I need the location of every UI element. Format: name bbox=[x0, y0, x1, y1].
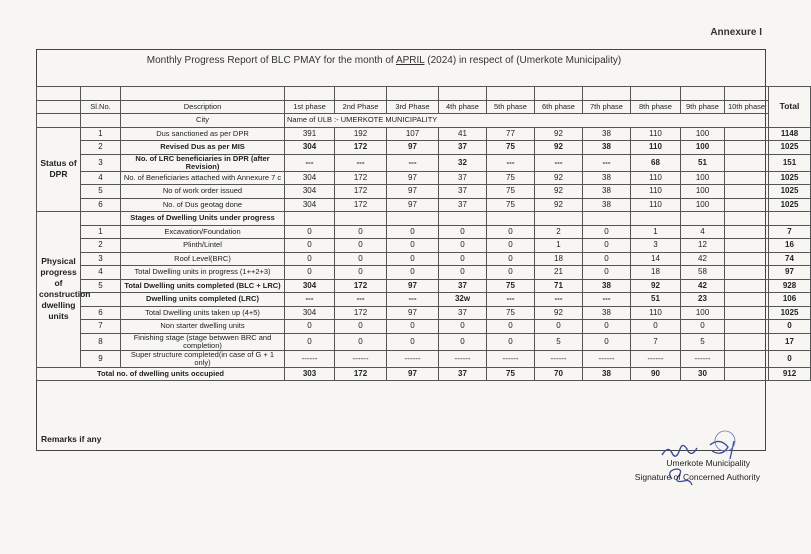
value-cell: 0 bbox=[631, 320, 681, 334]
footer-signature: Signature of Concerned Authority bbox=[634, 472, 760, 482]
blank-cell bbox=[285, 212, 335, 226]
value-cell: 32w bbox=[439, 293, 487, 307]
value-cell: 41 bbox=[439, 127, 487, 141]
value-cell: 92 bbox=[535, 185, 583, 199]
value-cell: 304 bbox=[285, 171, 335, 185]
value-cell: ------ bbox=[285, 350, 335, 367]
value-cell: ------ bbox=[535, 350, 583, 367]
value-cell: 32 bbox=[439, 154, 487, 171]
value-cell: 38 bbox=[583, 171, 631, 185]
row-description: Excavation/Foundation bbox=[121, 225, 285, 239]
value-cell: 0 bbox=[535, 320, 583, 334]
value-cell bbox=[725, 154, 769, 171]
value-cell: 304 bbox=[285, 185, 335, 199]
physical-row bbox=[37, 293, 811, 307]
value-cell bbox=[725, 171, 769, 185]
value-cell: 37 bbox=[439, 185, 487, 199]
phase-header-5: 5th phase bbox=[487, 100, 535, 114]
ulb-name: Name of ULB :- UMERKOTE MUNICIPALITY bbox=[285, 114, 769, 128]
value-cell: 51 bbox=[631, 293, 681, 307]
value-cell: 18 bbox=[535, 252, 583, 266]
value-cell: 172 bbox=[335, 141, 387, 155]
title-month: APRIL bbox=[395, 55, 425, 66]
value-cell: 0 bbox=[335, 225, 387, 239]
value-cell: --- bbox=[387, 154, 439, 171]
value-cell: 0 bbox=[285, 225, 335, 239]
value-cell: 110 bbox=[631, 185, 681, 199]
value-cell: 0 bbox=[487, 225, 535, 239]
value-cell: --- bbox=[487, 293, 535, 307]
value-cell: 172 bbox=[335, 185, 387, 199]
value-cell: 0 bbox=[487, 239, 535, 253]
blank-cell bbox=[769, 212, 811, 226]
phase-header-7: 7th phase bbox=[583, 100, 631, 114]
phase-header-2: 2nd Phase bbox=[335, 100, 387, 114]
value-cell: 0 bbox=[583, 225, 631, 239]
physical-row bbox=[37, 266, 811, 280]
value-cell: 0 bbox=[583, 239, 631, 253]
city-row bbox=[37, 114, 811, 128]
value-cell: ------ bbox=[631, 350, 681, 367]
value-cell: 100 bbox=[681, 198, 725, 212]
value-cell: 30 bbox=[681, 367, 725, 381]
value-cell: --- bbox=[487, 154, 535, 171]
value-cell: 38 bbox=[583, 279, 631, 293]
phase-header-8: 8th phase bbox=[631, 100, 681, 114]
row-slno: 7 bbox=[81, 320, 121, 334]
value-cell: 14 bbox=[631, 252, 681, 266]
phase-header-10: 10th phase bbox=[725, 100, 769, 114]
row-slno: 3 bbox=[81, 252, 121, 266]
physical-row bbox=[37, 225, 811, 239]
value-cell: 97 bbox=[387, 141, 439, 155]
value-cell: 3 bbox=[631, 239, 681, 253]
corner-cell bbox=[37, 87, 81, 101]
value-cell: 1 bbox=[535, 239, 583, 253]
row-description: Non starter dwelling units bbox=[121, 320, 285, 334]
value-cell: 0 bbox=[681, 320, 725, 334]
value-cell: 38 bbox=[583, 198, 631, 212]
value-cell: 0 bbox=[439, 252, 487, 266]
total-cell: 928 bbox=[769, 279, 811, 293]
row-slno: 4 bbox=[81, 171, 121, 185]
row-slno: 6 bbox=[81, 198, 121, 212]
value-cell: 0 bbox=[387, 239, 439, 253]
row-slno: 5 bbox=[81, 185, 121, 199]
value-cell: 42 bbox=[681, 279, 725, 293]
value-cell: 21 bbox=[535, 266, 583, 280]
value-cell: 37 bbox=[439, 306, 487, 320]
value-cell: 0 bbox=[335, 252, 387, 266]
value-cell: 110 bbox=[631, 141, 681, 155]
report-title bbox=[0, 55, 768, 66]
value-cell bbox=[725, 350, 769, 367]
total-cell: 17 bbox=[769, 333, 811, 350]
value-cell: 0 bbox=[335, 320, 387, 334]
total-cell: 1025 bbox=[769, 185, 811, 199]
row-slno: 9 bbox=[81, 350, 121, 367]
value-cell: ------ bbox=[681, 350, 725, 367]
value-cell: 100 bbox=[681, 127, 725, 141]
value-cell: 51 bbox=[681, 154, 725, 171]
value-cell bbox=[725, 198, 769, 212]
value-cell: --- bbox=[335, 293, 387, 307]
row-description: No of work order issued bbox=[121, 185, 285, 199]
row-slno: 5 bbox=[81, 279, 121, 293]
value-cell: 75 bbox=[487, 367, 535, 381]
city-label: City bbox=[121, 114, 285, 128]
value-cell: 100 bbox=[681, 306, 725, 320]
blank-cell bbox=[725, 212, 769, 226]
row-description: Revised Dus as per MIS bbox=[121, 141, 285, 155]
row-description: Super structure completed(in case of G + 1 only) bbox=[121, 350, 285, 367]
phase-header-4: 4th phase bbox=[439, 100, 487, 114]
value-cell: 75 bbox=[487, 185, 535, 199]
value-cell: 68 bbox=[631, 154, 681, 171]
value-cell bbox=[725, 141, 769, 155]
annexure-label: Annexure I bbox=[710, 27, 762, 38]
blank-cell bbox=[487, 212, 535, 226]
value-cell bbox=[725, 293, 769, 307]
value-cell: 100 bbox=[681, 185, 725, 199]
value-cell: 92 bbox=[535, 127, 583, 141]
row-slno: 2 bbox=[81, 239, 121, 253]
value-cell bbox=[725, 185, 769, 199]
value-cell: 107 bbox=[387, 127, 439, 141]
row-slno: 8 bbox=[81, 333, 121, 350]
value-cell: 97 bbox=[387, 198, 439, 212]
row-description: Dus sanctioned as per DPR bbox=[121, 127, 285, 141]
value-cell: 304 bbox=[285, 306, 335, 320]
spacer-row bbox=[37, 87, 811, 101]
value-cell: 70 bbox=[535, 367, 583, 381]
total-cell: 912 bbox=[769, 367, 811, 381]
value-cell: 0 bbox=[487, 266, 535, 280]
slno-header: Sl.No. bbox=[81, 100, 121, 114]
value-cell: 0 bbox=[387, 225, 439, 239]
value-cell: 18 bbox=[631, 266, 681, 280]
value-cell: 77 bbox=[487, 127, 535, 141]
value-cell: --- bbox=[583, 293, 631, 307]
value-cell: 42 bbox=[681, 252, 725, 266]
value-cell: 2 bbox=[535, 225, 583, 239]
header-blank bbox=[37, 100, 81, 114]
total-cell: 1025 bbox=[769, 141, 811, 155]
value-cell: 100 bbox=[681, 141, 725, 155]
row-description: Total Dwelling units taken up (4+5) bbox=[121, 306, 285, 320]
value-cell: --- bbox=[335, 154, 387, 171]
status-row bbox=[37, 154, 811, 171]
value-cell: 0 bbox=[335, 333, 387, 350]
stages-header: Stages of Dwelling Units under progress bbox=[121, 212, 285, 226]
physical-group-label: Physical progress of construction dwelling units bbox=[37, 212, 81, 368]
status-row bbox=[37, 171, 811, 185]
physical-row bbox=[37, 252, 811, 266]
occupied-row bbox=[37, 367, 811, 381]
value-cell: 0 bbox=[285, 266, 335, 280]
value-cell: 38 bbox=[583, 141, 631, 155]
value-cell: 0 bbox=[487, 320, 535, 334]
blank-cell bbox=[681, 212, 725, 226]
value-cell: 12 bbox=[681, 239, 725, 253]
value-cell: 192 bbox=[335, 127, 387, 141]
total-cell: 0 bbox=[769, 350, 811, 367]
value-cell: --- bbox=[583, 154, 631, 171]
row-slno: 4 bbox=[81, 266, 121, 280]
value-cell: ------ bbox=[387, 350, 439, 367]
value-cell: 75 bbox=[487, 141, 535, 155]
value-cell bbox=[725, 266, 769, 280]
title-suffix: (2024) in respect of (Umerkote Municipality) bbox=[427, 55, 622, 66]
value-cell: --- bbox=[387, 293, 439, 307]
value-cell bbox=[725, 252, 769, 266]
phase-header-6: 6th phase bbox=[535, 100, 583, 114]
status-row bbox=[37, 141, 811, 155]
row-description: Plinth/Lintel bbox=[121, 239, 285, 253]
footer-municipality: Umerkote Municipality bbox=[666, 458, 750, 468]
value-cell: 75 bbox=[487, 279, 535, 293]
value-cell: 38 bbox=[583, 185, 631, 199]
status-row bbox=[37, 198, 811, 212]
value-cell: 97 bbox=[387, 306, 439, 320]
value-cell: 97 bbox=[387, 367, 439, 381]
value-cell: 37 bbox=[439, 171, 487, 185]
row-slno: 2 bbox=[81, 141, 121, 155]
value-cell: 75 bbox=[487, 171, 535, 185]
row-description: No. of LRC beneficiaries in DPR (after Revision) bbox=[121, 154, 285, 171]
value-cell: 0 bbox=[439, 266, 487, 280]
value-cell: 0 bbox=[583, 252, 631, 266]
row-slno: 3 bbox=[81, 154, 121, 171]
value-cell: 172 bbox=[335, 171, 387, 185]
value-cell: --- bbox=[285, 293, 335, 307]
value-cell: 90 bbox=[631, 367, 681, 381]
value-cell: 92 bbox=[535, 141, 583, 155]
value-cell bbox=[725, 279, 769, 293]
row-description: No. of Beneficiaries attached with Annexure 7 c bbox=[121, 171, 285, 185]
value-cell: 110 bbox=[631, 306, 681, 320]
total-cell: 151 bbox=[769, 154, 811, 171]
value-cell: 71 bbox=[535, 279, 583, 293]
value-cell: 0 bbox=[387, 266, 439, 280]
value-cell: 0 bbox=[439, 333, 487, 350]
value-cell: 4 bbox=[681, 225, 725, 239]
value-cell: 0 bbox=[439, 320, 487, 334]
value-cell: 75 bbox=[487, 306, 535, 320]
value-cell: 38 bbox=[583, 306, 631, 320]
physical-row bbox=[37, 350, 811, 367]
header-row bbox=[37, 100, 811, 114]
status-row bbox=[37, 185, 811, 199]
physical-row bbox=[37, 320, 811, 334]
total-cell: 97 bbox=[769, 266, 811, 280]
value-cell: 97 bbox=[387, 185, 439, 199]
total-cell: 1025 bbox=[769, 171, 811, 185]
value-cell bbox=[725, 225, 769, 239]
total-cell: 1025 bbox=[769, 198, 811, 212]
blank-cell bbox=[631, 212, 681, 226]
value-cell: 37 bbox=[439, 198, 487, 212]
remarks-label: Remarks if any bbox=[41, 434, 102, 444]
physical-row bbox=[37, 333, 811, 350]
value-cell: 1 bbox=[631, 225, 681, 239]
value-cell: 23 bbox=[681, 293, 725, 307]
value-cell: 92 bbox=[535, 198, 583, 212]
value-cell: 92 bbox=[535, 306, 583, 320]
row-slno: 1 bbox=[81, 225, 121, 239]
total-cell: 16 bbox=[769, 239, 811, 253]
value-cell: ------ bbox=[487, 350, 535, 367]
value-cell: 58 bbox=[681, 266, 725, 280]
city-blank bbox=[37, 114, 81, 128]
total-header: Total bbox=[769, 87, 811, 128]
blank-cell bbox=[335, 212, 387, 226]
value-cell bbox=[725, 320, 769, 334]
value-cell: 5 bbox=[535, 333, 583, 350]
value-cell: 0 bbox=[387, 320, 439, 334]
value-cell bbox=[725, 239, 769, 253]
value-cell: 0 bbox=[583, 266, 631, 280]
value-cell: --- bbox=[535, 154, 583, 171]
phase-header-1: 1st phase bbox=[285, 100, 335, 114]
value-cell bbox=[725, 127, 769, 141]
value-cell: 172 bbox=[335, 306, 387, 320]
value-cell: ------ bbox=[439, 350, 487, 367]
value-cell: 110 bbox=[631, 171, 681, 185]
value-cell: 75 bbox=[487, 198, 535, 212]
value-cell: 0 bbox=[285, 320, 335, 334]
value-cell: 92 bbox=[631, 279, 681, 293]
value-cell bbox=[725, 306, 769, 320]
value-cell bbox=[725, 333, 769, 350]
value-cell: 303 bbox=[285, 367, 335, 381]
phase-header-9: 9th phase bbox=[681, 100, 725, 114]
physical-row bbox=[37, 239, 811, 253]
status-group-label: Status of DPR bbox=[37, 127, 81, 212]
blank-cell bbox=[583, 212, 631, 226]
value-cell: 0 bbox=[439, 239, 487, 253]
value-cell: 0 bbox=[583, 320, 631, 334]
value-cell: 0 bbox=[487, 252, 535, 266]
stages-header-row bbox=[37, 212, 811, 226]
value-cell: 304 bbox=[285, 141, 335, 155]
value-cell: 37 bbox=[439, 367, 487, 381]
value-cell: --- bbox=[285, 154, 335, 171]
row-description: Total Dwelling units completed (BLC + LRC) bbox=[121, 279, 285, 293]
value-cell: 0 bbox=[285, 333, 335, 350]
row-description: No. of Dus geotag done bbox=[121, 198, 285, 212]
row-slno: 6 bbox=[81, 306, 121, 320]
value-cell: 5 bbox=[681, 333, 725, 350]
blank-cell bbox=[387, 212, 439, 226]
total-cell: 1148 bbox=[769, 127, 811, 141]
value-cell: 0 bbox=[335, 239, 387, 253]
value-cell: ------ bbox=[335, 350, 387, 367]
value-cell: 110 bbox=[631, 198, 681, 212]
row-description: Finishing stage (stage betwwen BRC and completion) bbox=[121, 333, 285, 350]
physical-row bbox=[37, 306, 811, 320]
stages-sl-blank bbox=[81, 212, 121, 226]
value-cell: 304 bbox=[285, 198, 335, 212]
value-cell: 304 bbox=[285, 279, 335, 293]
total-cell: 7 bbox=[769, 225, 811, 239]
title-prefix: Monthly Progress Report of BLC PMAY for the month of bbox=[146, 55, 394, 66]
occupied-label: Total no. of dwelling units occupied bbox=[37, 367, 285, 381]
city-sl-blank bbox=[81, 114, 121, 128]
value-cell: --- bbox=[535, 293, 583, 307]
total-cell: 106 bbox=[769, 293, 811, 307]
value-cell: 0 bbox=[439, 225, 487, 239]
physical-row bbox=[37, 279, 811, 293]
value-cell: 0 bbox=[285, 239, 335, 253]
total-cell: 1025 bbox=[769, 306, 811, 320]
phase-header-3: 3rd Phase bbox=[387, 100, 439, 114]
value-cell: 0 bbox=[387, 252, 439, 266]
value-cell: 0 bbox=[335, 266, 387, 280]
value-cell: 0 bbox=[487, 333, 535, 350]
description-header: Description bbox=[121, 100, 285, 114]
value-cell: ------ bbox=[583, 350, 631, 367]
value-cell: 172 bbox=[335, 367, 387, 381]
row-description: Total Dwelling units in progress (1++2+3) bbox=[121, 266, 285, 280]
value-cell: 7 bbox=[631, 333, 681, 350]
value-cell: 38 bbox=[583, 367, 631, 381]
value-cell: 97 bbox=[387, 279, 439, 293]
value-cell: 37 bbox=[439, 279, 487, 293]
value-cell: 0 bbox=[285, 252, 335, 266]
row-description: Dwelling units completed (LRC) bbox=[121, 293, 285, 307]
value-cell: 172 bbox=[335, 198, 387, 212]
value-cell: 100 bbox=[681, 171, 725, 185]
value-cell bbox=[725, 367, 769, 381]
value-cell: 37 bbox=[439, 141, 487, 155]
status-row bbox=[37, 127, 811, 141]
value-cell: 38 bbox=[583, 127, 631, 141]
value-cell: 97 bbox=[387, 171, 439, 185]
value-cell: 92 bbox=[535, 171, 583, 185]
row-slno: 1 bbox=[81, 127, 121, 141]
value-cell: 391 bbox=[285, 127, 335, 141]
total-cell: 0 bbox=[769, 320, 811, 334]
blank-cell bbox=[535, 212, 583, 226]
value-cell: 0 bbox=[387, 333, 439, 350]
total-cell: 74 bbox=[769, 252, 811, 266]
value-cell: 0 bbox=[583, 333, 631, 350]
blank-cell bbox=[439, 212, 487, 226]
row-description: Roof Level(BRC) bbox=[121, 252, 285, 266]
progress-table bbox=[36, 86, 811, 381]
value-cell: 110 bbox=[631, 127, 681, 141]
value-cell: 172 bbox=[335, 279, 387, 293]
